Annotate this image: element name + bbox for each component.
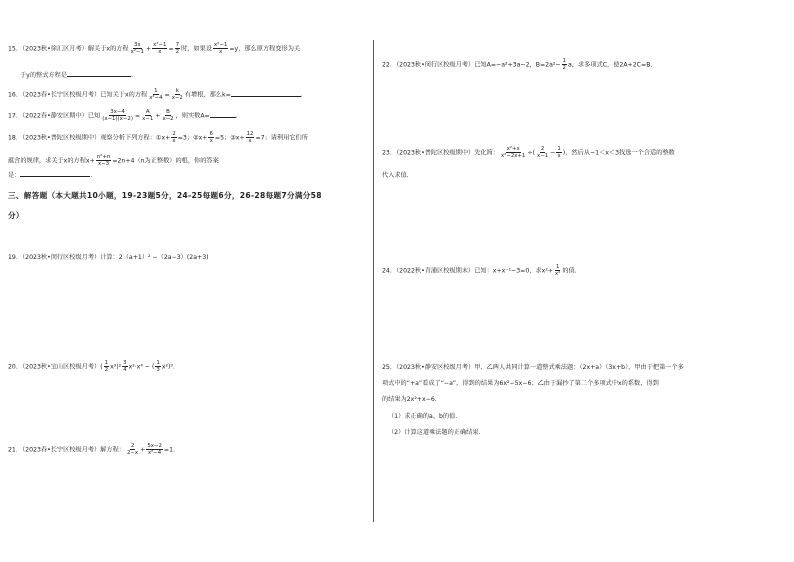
question-25-line-2: 项式中的“+a”看成了“−a”，得到的结果为6x²−5x−6；乙由于漏抄了第二个多项式中x的系数，得到 xyxy=(382,380,659,387)
question-22: 22．（2023秋•闵行区校级月考）已知A=−a²+3a−2，B=2a²− $\frac{1}{2}$ a，求多项式C，使2A+2C=B. xyxy=(382,58,653,71)
question-17: 17．（2022春•静安区期中）已知 $\frac{3x-4}{(x-1)(x-2)}$ = $\frac{A}{x-1}$ + $\frac{B}{x-2}$ ，则实数A= . xyxy=(8,109,238,122)
q18-answer-blank[interactable] xyxy=(20,170,90,177)
question-18-line-3: 是： . xyxy=(8,172,93,179)
question-18-line-2: 蕴含的规律，求关于x的方程x+ $\frac{\text{n²+n}}{x-3}$ =2n+4（n为正整数）的根，你的答案 xyxy=(8,154,219,167)
q15-text: 15．（2023秋•徐汇区月考）解关于x的方程 xyxy=(8,45,129,53)
q18-fraction-2: $\frac{6}{x}$ xyxy=(209,131,213,144)
q17-answer-blank[interactable] xyxy=(210,111,236,118)
question-25-line-1: 25．（2023秋•静安区校级月考）甲、乙两人共同计算一道整式乘法题：（2x+a）（3x+b），甲由于把第一个多 xyxy=(382,364,684,371)
q21-fraction-1: $\frac{2}{2-x}$ xyxy=(126,443,139,456)
q23-fraction-2: $\frac{2}{x-1}$ xyxy=(537,146,549,159)
question-19: 19．（2023秋•闵行区校级月考）计算：2（a+1）² −（2a−3）(2a+3) xyxy=(8,254,209,261)
q23-fraction-1: $\frac{\text{x²+x}}{\text{x²−2x+1}}$ xyxy=(500,146,526,159)
section-heading: 三、解答题（本大题共10小题，19-23题5分，24-25每题6分，26-28每题7分满分58 xyxy=(8,191,322,200)
question-24: 24．（2022秋•青浦区校级期末）已知：x+x⁻¹−3=0，求x²+ $\frac{1}{\text{x²}}$ 的值. xyxy=(382,264,577,277)
q15-fraction-2: $\frac{\text{x²−1}}{x}$ xyxy=(153,42,167,55)
q22-fraction: $\frac{1}{2}$ xyxy=(562,58,566,71)
q20-fraction-1: $\frac{1}{2}$ xyxy=(104,360,109,373)
q16-fraction-2: $\frac{k}{x-2}$ xyxy=(171,88,183,101)
question-23: 23．（2023秋•普陀区校级期中）先化简： $\frac{\text{x²+x}}{\text{x²−2x+1}}$ ÷( $\frac{2}{x-1}$ − $\frac{1}{x}$ )，然后从−1＜x＜3找选一个合适的整数 xyxy=(382,146,675,159)
q18-fraction-1: $\frac{2}{x}$ xyxy=(172,131,176,144)
section-heading-line-2: 分） xyxy=(8,211,24,220)
q20-fraction-3: $\frac{1}{3}$ xyxy=(156,360,160,373)
q16-fraction-1: $\frac{1}{\text{x²−4}}$ xyxy=(149,88,163,101)
question-25-sub-1: （1）求正确的a、b的值. xyxy=(388,413,458,420)
q18-fraction-4: $\frac{\text{n²+n}}{x-3}$ xyxy=(96,154,111,167)
question-15-line-2: 于y的整式方程是 . xyxy=(20,72,133,79)
question-18: 18．（2023秋•普陀区校级期中）观察分析下列方程：①x+ $\frac{2}{x}$ =3；②x+ $\frac{6}{x}$ =5；③x+ $\frac{12}{x}$ =7；请利用它们所 xyxy=(8,131,308,144)
q15-fraction-1: $\frac{3x}{\text{x²−1}}$ xyxy=(130,42,144,55)
question-15: 15．（2023秋•徐汇区月考）解关于x的方程 $\frac{3x}{\text{x²−1}}$ + $\frac{\text{x²−1}}{x}$ = $\frac{7}{2}$ 时，如果设 $\frac{\text{x²−1}}{x}$ =y，那么原方程变形为关 xyxy=(8,42,301,55)
q18-fraction-3: $\frac{12}{x}$ xyxy=(246,131,254,144)
q17-fraction-3: $\frac{B}{x-2}$ xyxy=(162,109,174,122)
q15-fraction-3: $\frac{7}{2}$ xyxy=(175,42,180,55)
q17-fraction-2: $\frac{A}{x-1}$ xyxy=(142,109,154,122)
q21-fraction-2: $\frac{5x-2}{\text{x²−4}}$ xyxy=(147,443,162,456)
q20-fraction-2: $\frac{3}{4}$ xyxy=(123,360,127,373)
question-16: 16．（2023春•长宁区校级月考）已知关于x的方程 $\frac{1}{\text{x²−4}}$ = $\frac{k}{x-2}$ 有增根，那么k= . xyxy=(8,88,303,101)
q15-answer-blank[interactable] xyxy=(67,70,131,77)
q23-fraction-3: $\frac{1}{x}$ xyxy=(557,146,561,159)
question-23-line-2: 代入求值. xyxy=(382,172,409,179)
q17-fraction-1: $\frac{3x-4}{(x-1)(x-2)}$ xyxy=(102,109,133,122)
question-25-line-3: 的结果为2x²+x−6. xyxy=(382,396,437,403)
q16-answer-blank[interactable] xyxy=(231,90,301,97)
question-25-sub-2: （2）计算这道乘法题的正确结果. xyxy=(388,429,481,436)
q15-fraction-4: $\frac{\text{x²−1}}{x}$ xyxy=(214,42,228,55)
q24-fraction: $\frac{1}{\text{x²}}$ xyxy=(555,264,561,277)
question-21: 21．（2023春•长宁区校级月考）解方程： $\frac{2}{2-x}$ + $\frac{5x-2}{\text{x²−4}}$ =1. xyxy=(8,443,175,456)
question-20: 20．（2023秋•宝山区校级月考）( $\frac{1}{2}$ x³)² $\frac{3}{4}$ x²·x⁴ − ( $\frac{1}{3}$ x²)³. xyxy=(8,360,175,373)
column-divider xyxy=(373,40,374,522)
